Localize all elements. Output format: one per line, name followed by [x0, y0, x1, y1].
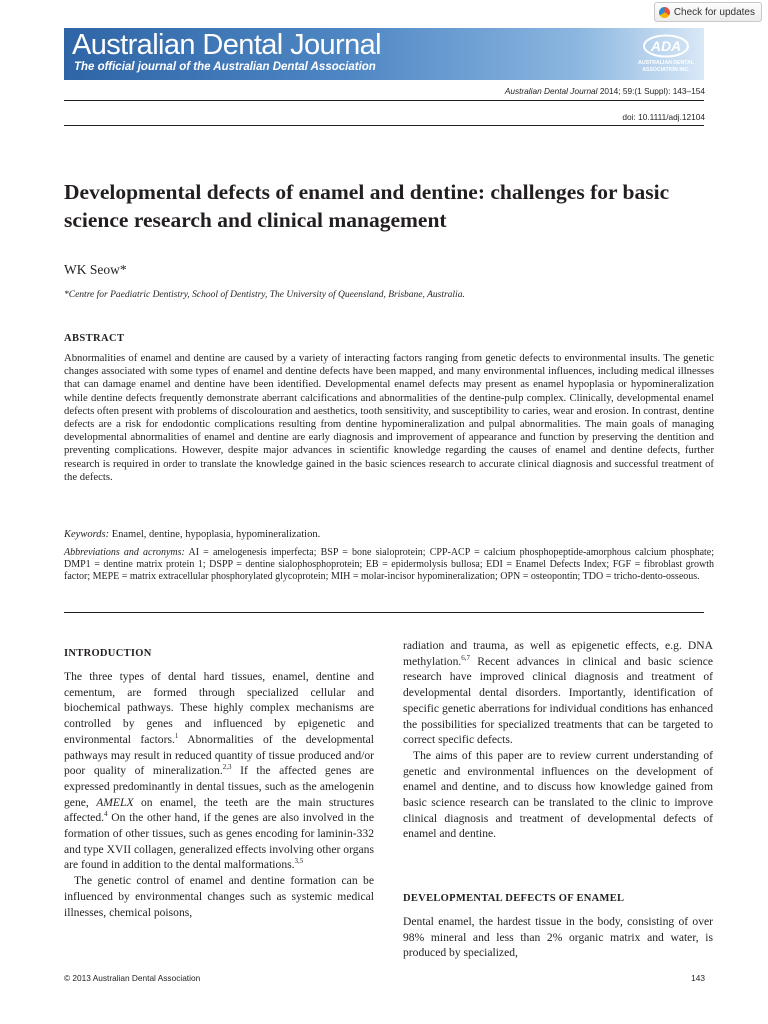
keywords-list: Enamel, dentine, hypoplasia, hypomineralization. — [109, 529, 321, 540]
abstract-rule — [64, 612, 704, 613]
journal-subtitle: The official journal of the Australian Dental Association — [74, 61, 376, 73]
doi[interactable]: doi: 10.1111/adj.12104 — [622, 112, 705, 122]
citation-journal: Australian Dental Journal — [504, 86, 598, 96]
intro-paragraph-4: The aims of this paper are to review current understanding of genetic and environmental influences on the development of enamel and dentine, and to discuss how knowledge gained from basic science research can be translated to the clinic to improve clinical diagnosis and treatment of developmental defects of enamel and dentine. — [403, 748, 713, 841]
copyright: © 2013 Australian Dental Association — [64, 973, 201, 983]
abstract-text: Abnormalities of enamel and dentine are caused by a variety of interacting factors ranging from genetic defects to environmental insults. The genetic changes associated with some types of enamel and dentine defects have been mapped, and many environmental influences, including medical illnesses that can damage enamel and dentine have been identified. Developmental enamel defects may present as enamel hypoplasia or hypomineralization while dentine defects frequently demonstrate aberrant calcifications and abnormalities of the dentine-pulp complex. Clinically, developmental enamel defects often present with problems of discolouration and aesthetics, tooth sensitivity, and susceptibility to caries, wear and erosion. In contrast, dentine defects are a risk for endodontic complications resulting from dentine hypomineralization and pulpal abnormalities. The main goals of managing developmental abnormalities of enamel and dentine are early diagnosis and improvement of appearance and function by preserving the dentition and preventing complications. However, despite major advances in scientific knowledge regarding the causes of enamel and dentine defects, further research is required in order to translate the knowledge gained in the basic sciences research to accurate clinical diagnosis and successful treatment of the defects. — [64, 352, 714, 483]
right-column — [403, 638, 713, 842]
enamel-defects-heading: DEVELOPMENTAL DEFECTS OF ENAMEL — [403, 893, 625, 904]
introduction-heading: INTRODUCTION — [64, 648, 152, 659]
check-for-updates-button[interactable] — [654, 2, 762, 22]
citation-ref[interactable]: 3,5 — [294, 857, 304, 866]
ada-logo-mark: ADA — [650, 38, 682, 54]
intro-paragraph-2: The genetic control of enamel and dentine formation can be influenced by environmental changes such as systemic medical illnesses, chemical poisons, — [64, 874, 374, 919]
right-column-continued — [403, 914, 713, 961]
author: WK Seow* — [64, 262, 127, 277]
ada-logo-icon — [634, 34, 698, 74]
crossmark-icon — [659, 7, 670, 18]
journal-banner — [64, 28, 704, 80]
citation-ref[interactable]: 2,3 — [222, 763, 232, 772]
abbreviations-list: AI = amelogenesis imperfecta; BSP = bone sialoprotein; CPP-ACP = calcium phosphopeptide-amorphous calcium phosphate; DMP1 = dentine matrix protein 1; DSPP = dentine sialophosphoprotein; EB = epidermolysis bullosa; EDI = Enamel Defects Index; FGF = fibroblast growth factor; MEPE = matrix extracellular phosphorylated glycoprotein; MIH = molar-incisor hypomineralization; OPN = osteopontin; TDO = tricho-dento-osseous. — [64, 547, 715, 583]
citation-volume: 2014; 59:(1 Suppl): 143–154 — [597, 86, 705, 96]
enamel-paragraph-1: Dental enamel, the hardest tissue in the body, consisting of over 98% mineral and less than 2% organic matrix and water, is produced by specialized, — [403, 915, 713, 960]
abbreviations-label: Abbreviations and acronyms: — [64, 547, 185, 558]
citation-ref[interactable]: 4 — [104, 810, 108, 819]
keywords — [64, 529, 714, 540]
citation-ref[interactable]: 6,7 — [461, 653, 471, 662]
affiliation: *Centre for Paediatric Dentistry, School of Dentistry, The University of Queensland, Brisbane, Australia. — [64, 290, 465, 300]
page-number: 143 — [691, 973, 705, 983]
citation-line — [505, 86, 705, 96]
abstract-heading: ABSTRACT — [64, 333, 125, 344]
ada-logo-line2: ASSOCIATION INC. — [642, 67, 690, 73]
keywords-label: Keywords: — [64, 529, 110, 540]
intro-paragraph-3: radiation and trauma, as well as epigenetic effects, e.g. DNA methylation.$^{6,7}$ Recent advances in clinical and basic science research have improved clinical diagnosis and treatment of developmental dental disorders. Importantly, identification of specific genetic aberrations for individual conditions has enhanced the possibilities for specialized treatments that can be targeted to correct specific defects. — [403, 639, 713, 747]
header-rule — [64, 100, 704, 101]
ada-logo-line1: AUSTRALIAN DENTAL — [638, 60, 694, 66]
gene-name: AMELX — [96, 795, 134, 809]
check-for-updates-label: Check for updates — [673, 6, 755, 18]
abbreviations — [64, 547, 714, 584]
doi-rule — [64, 125, 704, 126]
journal-title: Australian Dental Journal — [72, 29, 382, 61]
citation-ref[interactable]: 1 — [174, 731, 179, 740]
left-column — [64, 669, 374, 920]
article-title: Developmental defects of enamel and dentine: challenges for basic science research and clinical management — [64, 180, 670, 232]
intro-paragraph-1: The three types of dental hard tissues, enamel, dentine and cementum, are formed through specialized cellular and biochemical pathways. These highly complex mechanisms are controlled by genes and influenced by epigenetic and environmental factors.$^1$ Abnormalities of the developmental pathways may result in reduced quantity of tissue produced and/or poor quality of mineralization.$^{2,3}$ If the affected genes are expressed predominantly in dental tissues, such as the amelogenin gene, AMELX on enamel, the teeth are the main structures affected.$^4$ On the other hand, if the genes are also involved in the formation of other tissues, such as genes encoding for laminin-332 and type XVII collagen, generalized effects involving other organs are found in addition to the dental malformations.$^{3,5}$ — [64, 670, 374, 872]
